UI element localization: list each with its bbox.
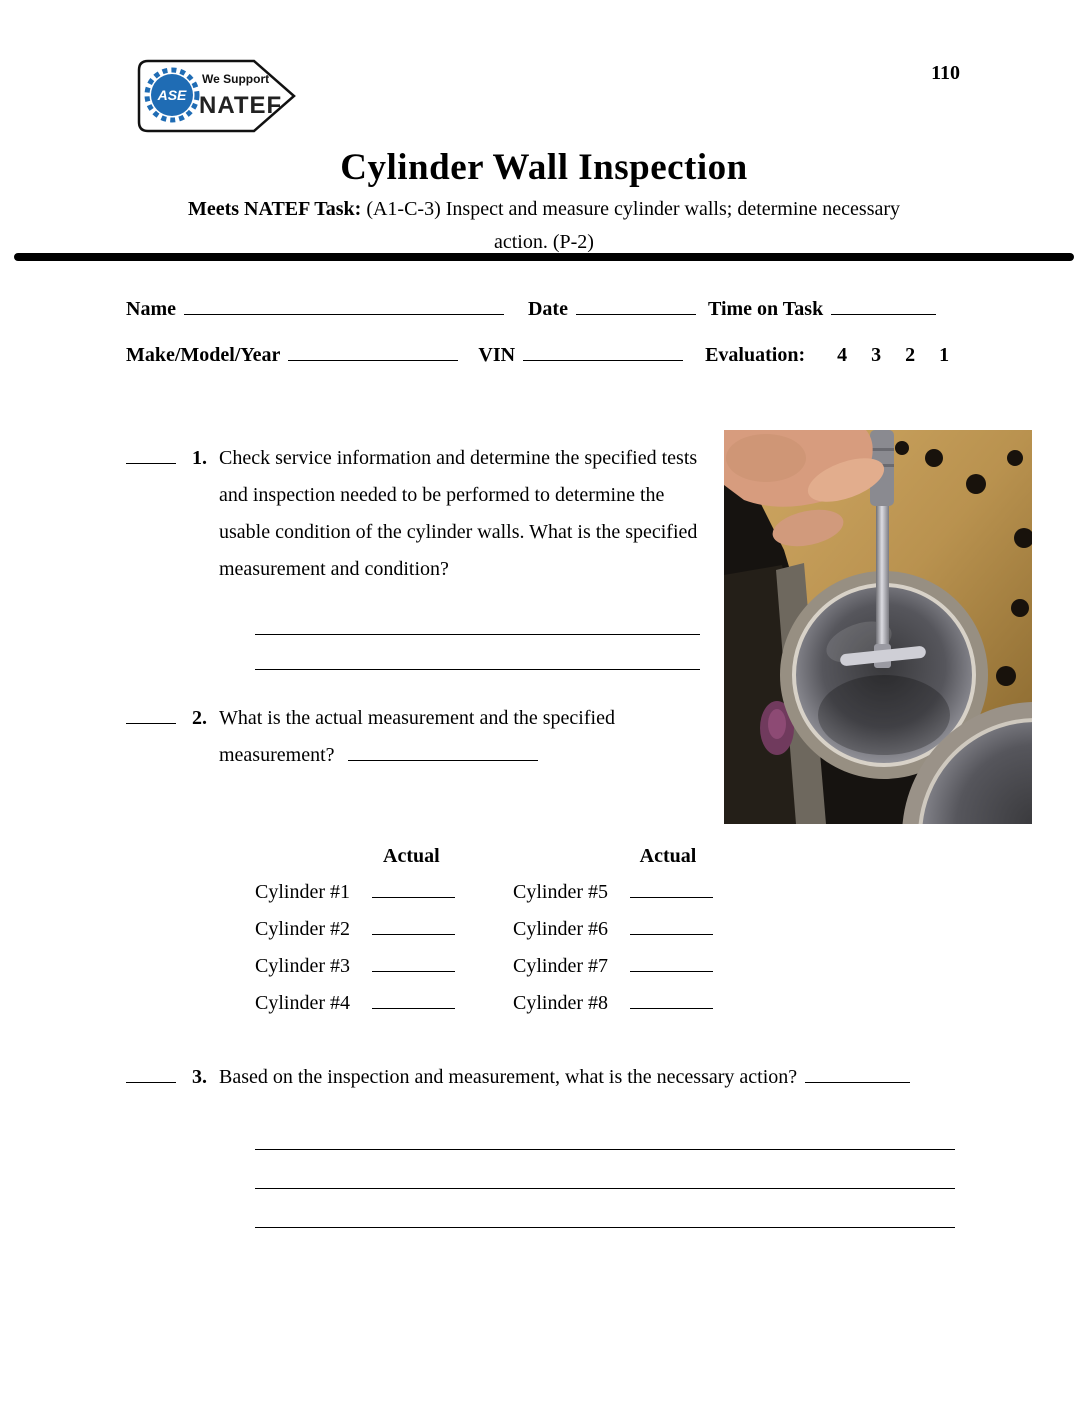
natef-task-line: [0, 196, 1088, 222]
form-row-identity: [126, 298, 978, 321]
q3-answer-lines: [255, 1111, 966, 1228]
table-row: [255, 918, 725, 955]
q1-answer-line-2: [255, 635, 700, 670]
name-blank-line: [184, 313, 504, 315]
q3-score-blank-line: [126, 1081, 176, 1083]
divider-rule: [14, 253, 1074, 261]
q2-number: 2.: [192, 707, 207, 729]
evaluation-score-1: 1: [939, 344, 950, 366]
actual-header-right: Actual: [639, 845, 697, 867]
title-block: [0, 146, 1088, 255]
evaluation-score-4: 4: [837, 344, 848, 366]
logo-org-text: NATEF: [199, 92, 283, 119]
cylinder-bore-photo-graphic: [724, 430, 1032, 824]
logo-support-text: We Support: [202, 72, 270, 86]
evaluation-score-2: 2: [905, 344, 916, 366]
cylinder-4-blank-line: [372, 1007, 455, 1009]
make-model-year-blank-line: [288, 359, 458, 361]
task-text-line2: action. (P-2): [494, 231, 594, 253]
vin-label: VIN: [478, 344, 516, 366]
q3-answer-line-2: [255, 1150, 955, 1189]
cylinder-7-label: Cylinder #7: [513, 955, 608, 977]
cylinder-2-blank-line: [372, 933, 455, 935]
ase-gear-text: ASE: [157, 87, 187, 103]
cylinder-table-header: [255, 845, 725, 881]
table-row: [255, 881, 725, 918]
task-label: Meets NATEF Task:: [187, 198, 362, 220]
q3-number: 3.: [192, 1066, 207, 1088]
cylinder-8-blank-line: [630, 1007, 713, 1009]
cylinder-7-blank-line: [630, 970, 713, 972]
q1-text: Check service information and determine the specified tests and inspection needed to be performed to determine the usable condition of the cylinder walls. What is the specified measurement and condition?: [219, 447, 698, 580]
evaluation-label: Evaluation:: [705, 344, 806, 366]
task-text-line1: (A1-C-3) Inspect and measure cylinder walls; determine necessary: [366, 198, 901, 220]
form-row-vehicle: [126, 344, 978, 367]
cylinder-2-label: Cylinder #2: [255, 918, 350, 940]
cylinder-measurement-photo: [724, 430, 1032, 824]
question-1: [126, 440, 726, 670]
q2-answer-blank-line: [348, 759, 538, 761]
evaluation-score-3: 3: [871, 344, 882, 366]
q1-answer-lines: [255, 600, 726, 670]
natef-ase-logo: [132, 56, 300, 136]
q1-answer-line-1: [255, 600, 700, 635]
name-label: Name: [126, 298, 176, 320]
question-2: [126, 700, 726, 774]
cylinder-3-blank-line: [372, 970, 455, 972]
natef-logo-graphic: [132, 56, 300, 136]
q2-text: [219, 700, 679, 774]
q3-inline-blank-line: [805, 1081, 910, 1083]
actual-header-left: Actual: [383, 845, 440, 867]
cylinder-1-blank-line: [372, 896, 455, 898]
time-on-task-label: Time on Task: [707, 298, 824, 320]
time-on-task-blank-line: [831, 313, 936, 315]
cylinder-8-label: Cylinder #8: [513, 992, 608, 1014]
q2-score-blank-line: [126, 722, 176, 724]
cylinder-5-blank-line: [630, 896, 713, 898]
page-title: Cylinder Wall Inspection: [340, 147, 748, 188]
cylinder-1-label: Cylinder #1: [255, 881, 350, 903]
make-model-year-label: Make/Model/Year: [126, 344, 281, 366]
q2-text-line1: What is the actual measurement and the specified: [219, 707, 615, 729]
q3-answer-line-1: [255, 1111, 955, 1150]
date-label: Date: [527, 298, 568, 320]
date-blank-line: [576, 313, 696, 315]
q3-text: Based on the inspection and measurement, what is the necessary action?: [219, 1066, 798, 1088]
q3-answer-line-3: [255, 1189, 955, 1228]
vin-blank-line: [523, 359, 683, 361]
cylinder-3-label: Cylinder #3: [255, 955, 350, 977]
table-row: [255, 955, 725, 992]
q2-text-line2: measurement?: [219, 744, 335, 766]
cylinder-6-blank-line: [630, 933, 713, 935]
cylinder-4-label: Cylinder #4: [255, 992, 350, 1014]
q1-number: 1.: [192, 447, 207, 469]
table-row: [255, 992, 725, 1029]
question-3: [126, 1066, 966, 1228]
q1-score-blank-line: [126, 462, 176, 464]
cylinder-actual-table: [255, 845, 725, 1029]
cylinder-5-label: Cylinder #5: [513, 881, 608, 903]
page-number: 110: [931, 62, 960, 84]
cylinder-6-label: Cylinder #6: [513, 918, 608, 940]
